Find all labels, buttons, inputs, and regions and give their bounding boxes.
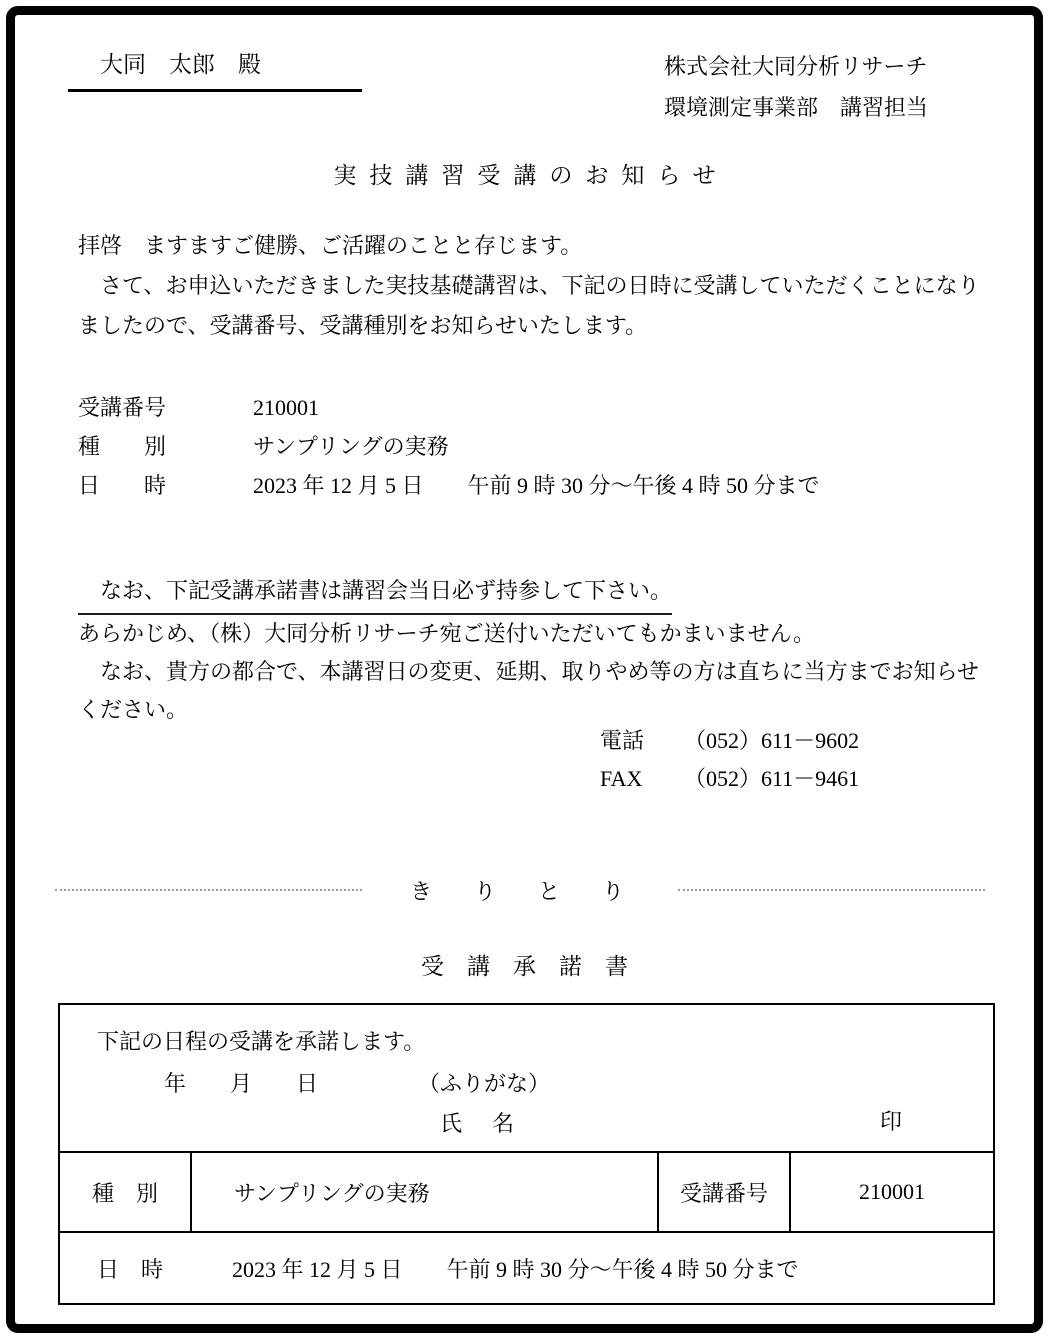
consent-header-row <box>60 1005 993 1153</box>
consent-type-row <box>60 1153 993 1233</box>
tel-label: 電話 <box>600 728 645 753</box>
note-schedule-change: なお、貴方の都合で、本講習日の変更、延期、取りやめ等の方は直ちに当方までお知らせください。 <box>78 659 979 722</box>
consent-type-value: サンプリングの実務 <box>192 1153 659 1231</box>
cutline-dots-right <box>678 889 985 891</box>
consent-date-fields: 年 月 日 <box>164 1071 319 1096</box>
contact-fax-row <box>600 760 859 798</box>
consent-form-table <box>58 1003 995 1305</box>
body-text <box>78 226 980 346</box>
consent-number-label: 受講番号 <box>659 1153 791 1231</box>
cutline <box>55 876 985 904</box>
fax-value: （052）611－9461 <box>684 766 860 791</box>
cutline-label: きりとり <box>410 878 667 904</box>
document-title: 実技講習受講のお知らせ <box>333 163 729 188</box>
contact-block <box>600 722 859 798</box>
notes-block <box>78 572 986 729</box>
addressee <box>68 44 362 92</box>
addressee-name: 大同 太郎 殿 <box>100 52 261 77</box>
course-datetime-label: 日 時 <box>78 473 167 498</box>
sender-block <box>664 46 928 128</box>
consent-datetime-label: 日 時 <box>97 1256 164 1282</box>
consent-datetime-row <box>60 1233 993 1303</box>
consent-datetime-value: 2023 年 12 月 5 日 午前 9 時 30 分～午後 4 時 50 分まで <box>232 1256 799 1282</box>
consent-form-title: 受講承諾書 <box>421 954 651 979</box>
note-bring-consent <box>78 572 986 615</box>
sender-company: 株式会社大同分析リサーチ <box>664 54 928 79</box>
contact-tel-row <box>600 722 859 760</box>
consent-statement: 下記の日程の受講を承諾します。 <box>97 1029 426 1054</box>
consent-type-label: 種 別 <box>60 1153 192 1231</box>
course-datetime-value: 2023 年 12 月 5 日 午前 9 時 30 分～午後 4 時 50 分まで <box>253 473 820 498</box>
seal-label: 印 <box>880 1109 903 1134</box>
name-label: 氏 名 <box>440 1111 519 1136</box>
course-type-row <box>78 427 820 466</box>
course-datetime-row <box>78 466 820 505</box>
course-number-value: 210001 <box>253 395 319 420</box>
note-bring-consent-underlined: なお、下記受講承諾書は講習会当日必ず持参して下さい。 <box>78 572 672 615</box>
body-paragraph: さて、お申込いただきました実技基礎講習は、下記の日時に受講していただくことになりましたので、受講番号、受講種別をお知らせいたします。 <box>78 273 980 338</box>
course-number-label: 受講番号 <box>78 395 167 420</box>
course-type-value: サンプリングの実務 <box>253 434 449 459</box>
consent-number-value: 210001 <box>859 1179 925 1204</box>
course-details <box>78 388 820 505</box>
note-mail-in-advance: あらかじめ、（株）大同分析リサーチ宛ご送付いただいてもかまいません。 <box>78 621 816 646</box>
course-number-row <box>78 388 820 427</box>
course-type-label: 種 別 <box>78 434 167 459</box>
furigana-label: （ふりがな） <box>418 1071 551 1096</box>
sender-department: 環境測定事業部 講習担当 <box>664 95 929 120</box>
greeting-line: 拝啓 ますますご健勝、ご活躍のことと存じます。 <box>78 233 583 258</box>
fax-label: FAX <box>600 766 643 791</box>
cutline-dots-left <box>55 889 362 891</box>
tel-value: （052）611－9602 <box>684 728 860 753</box>
